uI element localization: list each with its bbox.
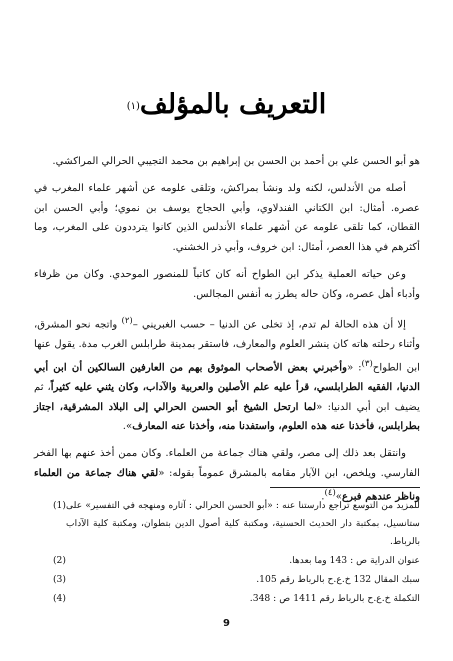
footnote-number: (4) bbox=[52, 593, 66, 604]
paragraph-4 bbox=[34, 312, 420, 438]
paragraph-3: وعن حياته العملية يذكر ابن الطواح أنه كان كاتباً للمنصور الموحدي. وكان من ظرفاء وأدباء أهل عصره، وكان حاله يطرز به أنفس المجالس. bbox=[34, 268, 420, 300]
body-text bbox=[34, 152, 420, 514]
title-footnote-ref: (١) bbox=[126, 101, 140, 112]
p5-text-b: » bbox=[335, 491, 343, 503]
quote-ibn-abi-dunya: لما ارتحل الشيخ أبو الحسن الحرالي إلى البلاد المشرقية، اجتاز بطرابلس، فأخذنا عنه هذه العلوم، واستفدنا منه، وأخذنا عنه المعارف bbox=[34, 400, 420, 433]
footnote-number: (1) bbox=[52, 500, 66, 511]
footnote bbox=[34, 571, 420, 589]
quote-ibn-abbar: لقي هناك جماعة من العلماء وناظر عندهم فبرع bbox=[34, 466, 420, 503]
p5-text-a: وانتقل بعد ذلك إلى مصر، ولقي هناك جماعة من العلماء. وكان ممن أخذ عنهم بها الفخر الفارسي. ويلخص، ابن الآبار مقامه بالمشرق عموماً بقوله: « bbox=[34, 448, 420, 479]
footnote bbox=[34, 497, 420, 551]
p5-text-c: . bbox=[321, 491, 325, 503]
footnote-ref-3: (٣) bbox=[361, 358, 373, 369]
footnote bbox=[34, 590, 420, 608]
p4-text-a: إلا أن هذه الحالة لم تدم، إذ تخلى عن الدنيا – حسب الغبريني – bbox=[132, 318, 406, 330]
page-number: 9 bbox=[223, 618, 230, 629]
footnote-text: للمزيد من التوسع تراجع دارستنا عنه : «أبو الحسن الحرالي : آثاره ومنهجه في التفسير» على ستانسيل، بمكتبة دار الحديث الحسنية، ومكتبة كلية أصول الدين بتطوان، ومكتبة كلية الآداب بالرباط. bbox=[66, 500, 420, 547]
quote-ibn-tawwah: وأخبرني بعض الأصحاب الموثوق بهم من العارفين السالكين أن ابن أبي الدنيا، الفقيه الطرابلسي، قرأ عليه علم الأصلين والعربية والآداب، وكان يثني عليه كثيراً bbox=[34, 360, 420, 393]
footnote-number: (3) bbox=[52, 574, 66, 585]
p4-text-e: ». bbox=[122, 421, 133, 433]
paragraph-2: أصله من الأندلس، لكنه ولد ونشأ بمراكش، وتلقى علومه عن أشهر علماء المغرب في عصره. أمثال: ابن الكتاني الفندلاوي، وأبي الحجاج يوسف بن نموي؛ وأبي الحسن ابن القطان، كما تلقى علومه عن أشهر علماء الأندلس الذين كانوا يترددون على المغرب، وما أكثرهم في هذا العصر، أمثال: ابن خروف، وأبي ذر الخشني. bbox=[34, 182, 420, 254]
p4-text-b: واتجه نحو المشرق، وأثناء رحلته هاته كان ينشر العلوم والمعارف، فاستقر بمدينة طرابلس الغرب مدة. يقول عنها ابن الطواح bbox=[34, 318, 420, 373]
p4-text-d: ، ثم يضيف ابن أبي الدنيا: « bbox=[34, 381, 420, 413]
footnote-divider bbox=[270, 487, 420, 488]
footnote-ref-4: (٤) bbox=[324, 487, 336, 498]
title-text: التعريف بالمؤلف bbox=[139, 89, 327, 120]
p4-text-c: : « bbox=[347, 361, 362, 373]
footnote bbox=[34, 552, 420, 570]
footnote-number: (2) bbox=[52, 555, 66, 566]
footnote-ref-2: (٢) bbox=[121, 315, 133, 326]
page-title bbox=[0, 88, 453, 122]
footnotes bbox=[34, 497, 420, 609]
footnote-text: سبك المقال 132 خ.ع.ح بالرباط رقم 105. bbox=[256, 574, 420, 585]
footnote-text: عنوان الدراية ص : 143 وما بعدها. bbox=[289, 555, 420, 566]
footnote-text: التكملة خ.ع.ح بالرباط رقم 1411 ص : 348. bbox=[249, 593, 420, 604]
paragraph-1: هو أبو الحسن علي بن أحمد بن الحسن بن إبراهيم بن محمد التجيبي الحرالي المراكشي. bbox=[52, 156, 420, 167]
